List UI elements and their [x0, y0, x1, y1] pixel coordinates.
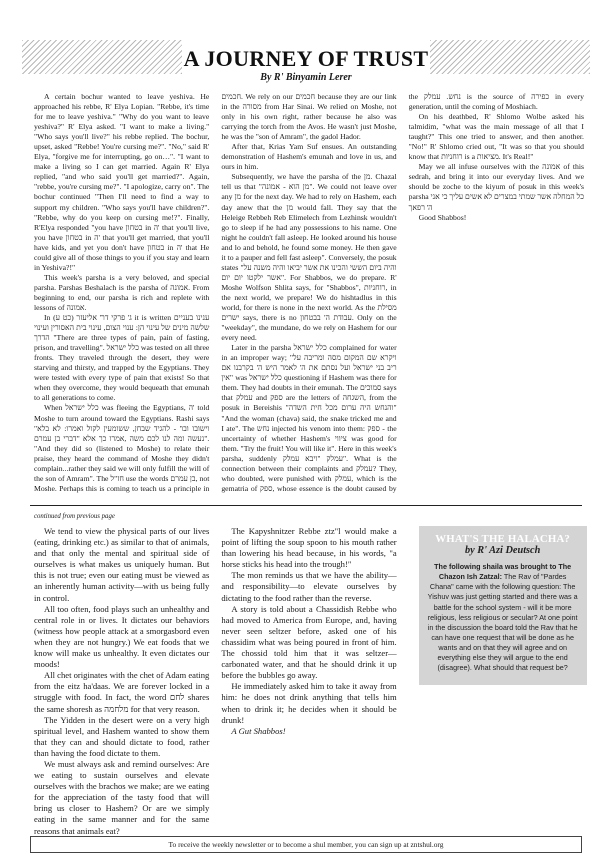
food-paragraph: The Kapyshnitzer Rebbe ztz"l would make a point of lifting the soup spoon to his mouth rather than lowering his head because, in his words, "a horse sticks his head into the trough!" [221, 526, 397, 570]
food-paragraph: All too often, food plays such an unhealthy and central role in or lives. It dictates our behaviors (witness how people attack at a smorgasbord even when they are not hungry.) We eat foods that we know will make us unhealthy. It even dictates our moods! [34, 603, 210, 670]
article-paragraph: Subsequently, we have the parsha of the מן. Chazal tell us that "מן הוא - אמונה". We could not leave over any מן for the next day. We had to rely on Hashem, each day anew that the מן would fall. They say that the Heleige Rebbeh Reb Elimelech from Lezhinsk wouldn't go to sleep if he had any possessions to his name. One night he couldn't fall asleep. He looked around his house and lo and behold, he found some money. He then gave it to a pauper and fell fast asleep". Conversely, the posuk states "והיה ביום הששי והכינו את אשר יביאו והיה משנה על אשר ילקטו יום יום". For Shabbos, we do prepare. R' Moshe Wolfson Shlita says, for "Shabbos", רוחניות, in the next world, we prepare! We do hishtadlus in this world, for there is none in the next world. As the מסילת ישרים says, there is no עבודת ה' בבטחון. Only on the "weekday", the mundane, do we rely on Hashem for our every need. [221, 172, 397, 343]
food-article [34, 526, 584, 844]
signup-footer [30, 836, 582, 853]
article-title: A JOURNEY OF TRUST [183, 46, 429, 71]
halacha-byline: by R' Azi Deutsch [464, 545, 541, 557]
halacha-question [428, 562, 578, 673]
food-paragraph: The mon reminds us that we have the ability—and responsibility—to elevate ourselves by dictating to the food rather than the reverse. [221, 570, 397, 603]
halacha-box [419, 526, 587, 685]
article-byline: By R' Binyamin Lerer [260, 72, 352, 83]
food-paragraph: He immediately asked him to take it away from him: he does not drink anything that tells him when to drink it; he decides when it should be drunk! [221, 681, 397, 725]
food-paragraph: We must always ask and remind ourselves: Are we eating to sustain ourselves and elevate ourselves with the brachos we make; are we eating for the appreciation of the tasty food that will bring us closer to Hashem? Or are we simply eating in the same manner and for the same reasons that animals eat? [34, 758, 210, 836]
article-paragraph: May we all infuse ourselves with the אמונה of this sedrah, and bring it into our everyday lives. And we should be zoche to the kiyum of posuk in this week's parsha כל המחלה אשר שמתי במצרים לא אשים עליך כי אני ה' רפאך [408, 162, 584, 212]
continued-label: continued from previous page [34, 513, 115, 520]
article-paragraph: After that, Krias Yam Suf ensues. An outstanding demonstration of Hashem's emunah and love in us, and ours in him. [221, 142, 397, 172]
article-paragraph: Later in the parsha כלל ישראל complained for water in an improper way; "ויקרא שם המקום מסה ומריבה על ריב בני ישראל ועל נסתם את ה' לאמר היש ה' בקרבנו אם אין" was כלל ישראל questioning if Hashem was there for them. They had doubts in their emunah. The סמוכים says that עמלק and ספק are the letters of השגחה, from the posuk in Bereishis "והנחש היה ערום מכל חית השדה" "And the woman (chava) said, the snake tricked me and I ate". The נחש injected his venom into them: ספק - the uncertainty of whether Hashem's ציווי was good for them. "Try the fruit! You will like it". Here in this week's parsha, suddenly עמלק "ויבא עמלק". What is the connection between their complaints and עמלק? They, who doubted, were punished with עמלק, which is the gematria of ספק, whose essence is the doubt caused by the נחש. עמלק is the source of כפירה in every generation, until the coming of Moshiach. [221, 92, 584, 493]
main-article [34, 92, 584, 500]
article-signoff: Good Shabbos! [418, 212, 467, 222]
halacha-title: WHAT'S THE HALACHA? [435, 533, 571, 545]
food-paragraph: A story is told about a Chassidish Rebbe who had moved to America from Europe, and, having never seen seltzer before, asked one of his chassidim what was being poured in front of him. The chossid told him that it was seltzer—carbonated water, and that he should drink it up before the bubbles go away. [221, 603, 397, 681]
food-paragraph: We tend to view the physical parts of our lives (eating, drinking etc.) as similar to that of animals, and that only the mental and spiritual side of ourselves is what makes us uniquely human. But this is not true; even our eating must be viewed as an inherently human activity—with us being fully in control. [34, 526, 210, 603]
article-paragraph: On his deathbed, R' Shlomo Wolbe asked his talmidim, "what was the main message of all that I taught?" This one tried to answer, and then another. "No!" R' Shlomo cried out, "It was so that you should know that רוחניות is a מציאות. It's Real!" [408, 112, 584, 162]
article-paragraph: When כלל ישראל was fleeing the Egyptians, ה' told Moshe to turn around toward the Egyptians. Rashi says "וישובו ובו' - להגיד שבחן, ששומעין לקול ואמרו: לא בלא נעשה ומה לנו לכם משה ,אמרו כך אלא "דברי בן עמרם". "And they did so (listened to Moshe) to relate their praise, they heard the command of Moshe they didn't complain...rather they said we will only fulfill the will of the son of Amram". The חז"ל use the words בן עמרם, not Moshe. Perhaps this is coming to teach us a principle in חכמים. We rely on our חכמים because they are our link in the מסורה from Har Sinai. We relied on Moshe, not only in his own right, rather because he also was carrying the torch from the Avos. He wasn't just Moshe, he was the "son of Amram", the gadol Hador. [34, 92, 397, 493]
food-paragraph: All chet originates with the chet of Adam eating from the eitz ha'daas. We are forever locked in a struggle with food. In fact, the word לחם shares the same shoresh as מלחמה for that very reason. [34, 670, 210, 714]
article-paragraph: A certain bochur wanted to leave yeshiva. He approached his rebbe, R' Elya Lopian. "Rebbe, it's time for me to leave yeshiva." "Why do you want to leave yeshiva?" R' Elya asked. "I want to make a living." "Who says you'll live?" his rebbe replied. The bochur, upset, asked "Rebbe! You're cursing me?". "No," said R' Elya, "forgive me for interrupting, go on…". "I want to make a living so I can get married. Again R' Elya replied, "and who said you'll get married?". Again, "rebbe, you're cursing me?". "I apologize, carry on". The bochur continued "Then I'll need to find a way to support my children. "Who says you'll have children?". "Rebbe, why do you keep on cursing me!?". Finally, R'Elya responded "you have בטחון in ה' that you'll live, you have בטחון in ה' that you'll get married, that you'll have kids, and yet you don't have בטחון in ה' that He could give all of those things to you if you stay and learn in Yeshiva?!" [34, 92, 210, 272]
halacha-body: The Rav of "Pardes Chana" came with the following question: The Yishuv was just getting started and there was a battle for the school system - will it be more religious, less religious or secular? At one point in the discussion the board told the Rav that he can have one request that will be done as he wants and on that they will agree and on everything else they will argue to the end (disagree). What should that request be? [427, 572, 578, 673]
food-paragraph: The Yidden in the desert were on a very high spiritual level, and Hashem wanted to show them that they can and should dictate to food, rather than having the food dictate to them. [34, 714, 210, 758]
halacha-intro: The following shaila was brought to The Chazon Ish Zatzal: [434, 562, 572, 582]
food-signoff: A Gut Shabbos! [231, 725, 286, 736]
article-paragraph: In ג' פרקי דר' אליעזר (כט ע) it is written ענינו בעניים שלשה מינים של עינוי הן: ענוי הצום, עינוי בית האסורין ועינוי הדרך "There are three types of pain, pain of fasting, prison, and travelling". כלל ישראל was tested on all three fronts. They traveled through the desert, they were starving and thirsty, and trapped by the Egyptians. They were tested with every type of pain that exists! So that when they overcome, they would bequeath that emunah to all generations to come. [34, 313, 210, 403]
section-divider [30, 505, 582, 506]
footer-text: To receive the weekly newsletter or to become a shul member, you can sign up at zntshul.org [168, 840, 444, 849]
article-paragraph: This week's parsha is a very beloved, and special parsha. Parshas Beshalach is the parsha of אמונה. From beginning to end, our parsha is rich and replete with lessons of אמונה. [34, 272, 210, 312]
